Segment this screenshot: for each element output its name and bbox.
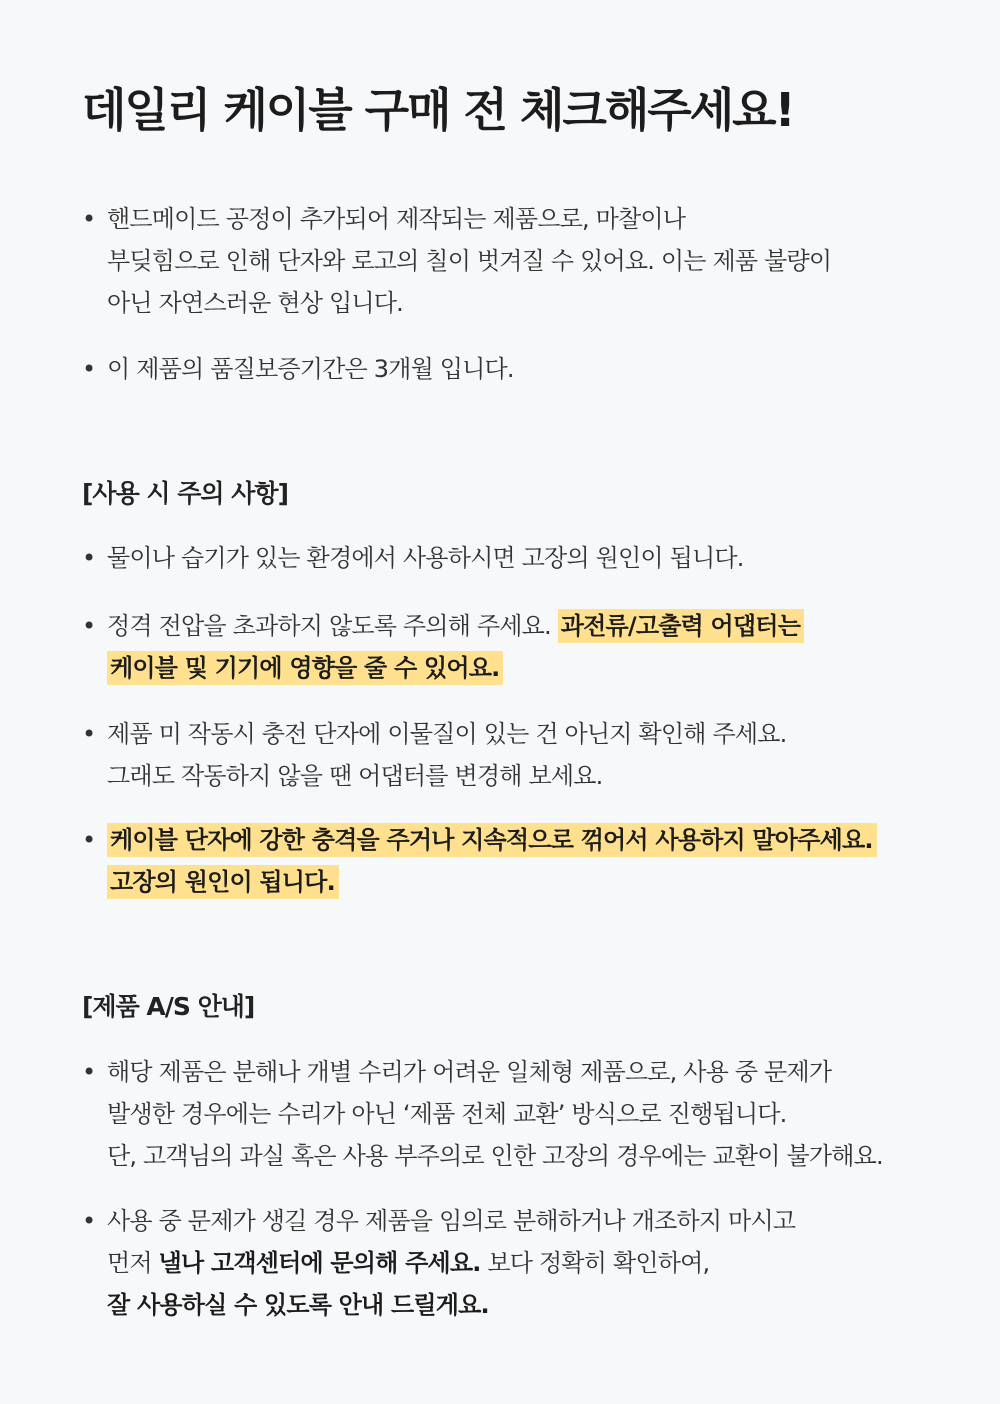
bullet-icon: • xyxy=(82,355,96,383)
as-item-contact xyxy=(82,1200,962,1326)
bullet-icon: • xyxy=(82,612,96,640)
as-item-line: 해당 제품은 분해나 개별 수리가 어려운 일체형 제품으로, 사용 중 문제가 xyxy=(107,1058,832,1086)
as-item-text: 보다 정확히 확인하여, xyxy=(480,1249,710,1277)
caution-item-text: 정격 전압을 초과하지 않도록 주의해 주세요. xyxy=(107,612,558,640)
bullet-icon: • xyxy=(82,1207,96,1235)
as-item-line: 발생한 경우에는 수리가 아닌 ‘제품 전체 교환’ 방식으로 진행됩니다. xyxy=(107,1100,787,1128)
as-heading: [제품 A/S 안내] xyxy=(82,992,255,1021)
bullet-icon: • xyxy=(82,205,96,233)
highlight-text: 과전류/고출력 어댑터는 xyxy=(558,609,804,643)
bullet-icon: • xyxy=(82,1058,96,1086)
intro-item-line: 핸드메이드 공정이 추가되어 제작되는 제품으로, 마찰이나 xyxy=(107,205,686,233)
caution-item-line: 물이나 습기가 있는 환경에서 사용하시면 고장의 원인이 됩니다. xyxy=(107,544,744,572)
customer-center-text: 낼나 고객센터에 문의해 주세요. xyxy=(158,1249,481,1277)
caution-item-malfunction xyxy=(82,713,962,797)
bullet-icon: • xyxy=(82,720,96,748)
caution-item-voltage xyxy=(82,605,962,689)
bullet-icon: • xyxy=(82,826,96,854)
caution-item-line: 그래도 작동하지 않을 땐 어댑터를 변경해 보세요. xyxy=(107,762,603,790)
caution-heading: [사용 시 주의 사항] xyxy=(82,479,289,508)
intro-item-handmade xyxy=(82,198,962,324)
as-item-text: 먼저 xyxy=(107,1249,159,1277)
highlight-text: 케이블 단자에 강한 충격을 주거나 지속적으로 꺾어서 사용하지 말아주세요. xyxy=(107,823,877,857)
page-title: 데일리 케이블 구매 전 체크해주세요! xyxy=(82,83,794,137)
highlight-text: 케이블 및 기기에 영향을 줄 수 있어요. xyxy=(107,651,503,685)
caution-item-impact xyxy=(82,819,962,903)
as-item-line: 사용 중 문제가 생길 경우 제품을 임의로 분해하거나 개조하지 마시고 xyxy=(107,1207,796,1235)
intro-item-line: 이 제품의 품질보증기간은 3개월 입니다. xyxy=(107,355,514,383)
guidance-text: 잘 사용하실 수 있도록 안내 드릴게요. xyxy=(107,1291,489,1319)
as-item-line: 단, 고객님의 과실 혹은 사용 부주의로 인한 고장의 경우에는 교환이 불가해요. xyxy=(107,1142,883,1170)
bullet-icon: • xyxy=(82,544,96,572)
caution-item-line: 제품 미 작동시 충전 단자에 이물질이 있는 건 아닌지 확인해 주세요. xyxy=(107,720,787,748)
intro-item-line: 부딪힘으로 인해 단자와 로고의 칠이 벗겨질 수 있어요. 이는 제품 불량이 xyxy=(107,247,832,275)
highlight-text: 고장의 원인이 됩니다. xyxy=(107,865,339,899)
intro-item-warranty xyxy=(82,348,962,390)
caution-item-moisture xyxy=(82,537,962,579)
intro-item-line: 아닌 자연스러운 현상 입니다. xyxy=(107,289,403,317)
as-item-replacement xyxy=(82,1051,962,1177)
